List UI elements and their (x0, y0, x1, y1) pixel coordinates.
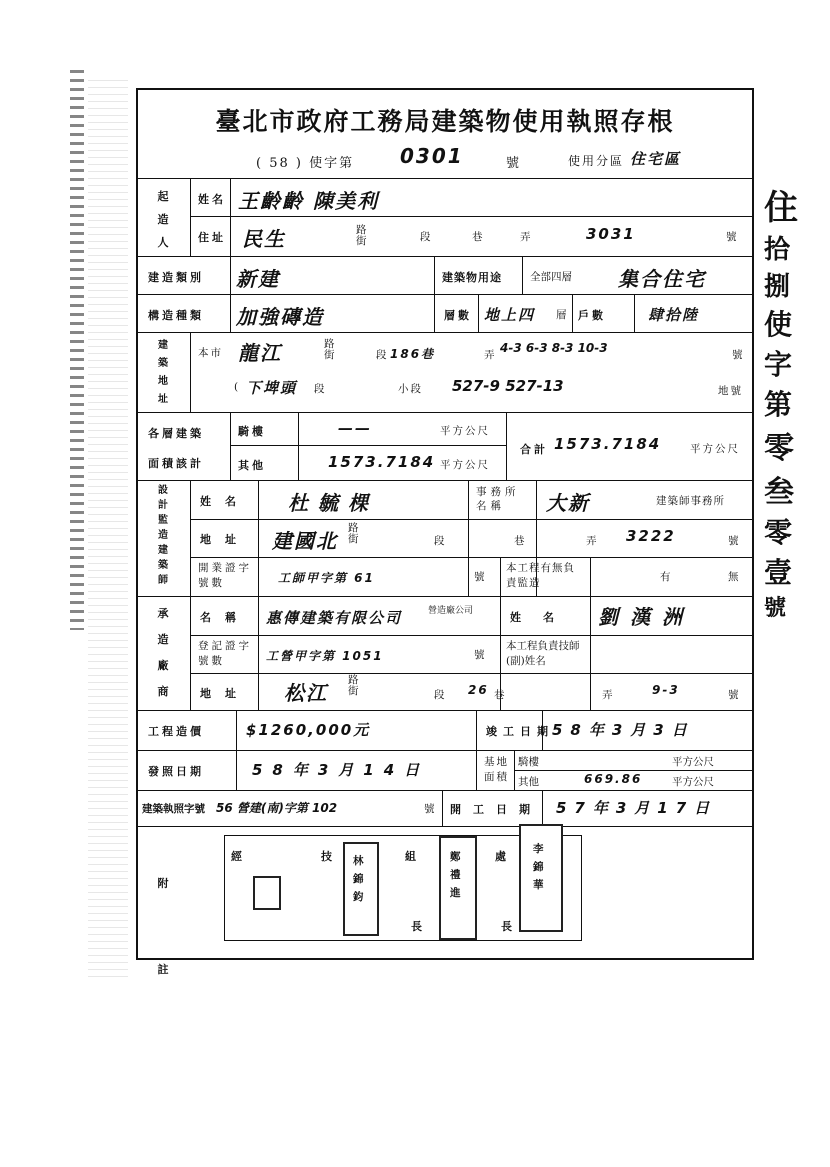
signature-stamp-3: 李錦華 (519, 824, 563, 932)
seal-stamp (253, 876, 281, 910)
designer-addr-seg: 段 (434, 535, 447, 547)
approval-stamps (224, 835, 582, 941)
contractor-addr: 松江 (284, 681, 328, 705)
location-road-unit: 路街 (324, 338, 337, 361)
reg-unit: 號 (474, 649, 487, 661)
total-area-value: 1573.7184 (554, 435, 662, 453)
designer-addr: 建國北 (272, 529, 338, 553)
applicant-road-unit: 路街 (356, 224, 369, 247)
building-usage-value: 集合住宅 (618, 267, 706, 291)
issue-label: 發照日期 (148, 765, 204, 778)
other-area-unit: 平方公尺 (440, 459, 490, 471)
designer-addr-road-unit: 路街 (348, 522, 361, 545)
signature-stamp-1: 林錦鈞 (343, 842, 379, 936)
cost-row (138, 710, 752, 751)
location-lot-unit: 地號 (718, 385, 743, 397)
office-label: 事務所名稱 (476, 486, 520, 512)
floor-area-label-1: 各層建築 (148, 427, 204, 440)
applicant-group-label: 起造人 (157, 190, 169, 249)
applicant-addr-label: 住址 (198, 231, 226, 244)
structure-label: 構造種類 (148, 309, 204, 322)
location-road: 龍江 (238, 341, 282, 365)
form-title: 臺北市政府工務局建築物使用執照存根 (215, 107, 675, 136)
floor-area-label-2: 面積該計 (148, 457, 204, 470)
location-nos: 4-3 6-3 8-3 10-3 (500, 341, 608, 355)
cost-value: $1260,000元 (246, 721, 371, 739)
scan-artifact (70, 70, 84, 630)
margin-note: 住 拾 捌 使 字 第 零 叁 零 壹 號 (764, 188, 798, 621)
reg-label: 登記證字號數 (198, 640, 252, 667)
contractor-name: 惠傳建築有限公司 (266, 609, 403, 627)
structure-row (138, 294, 752, 333)
permit-label: 建築執照字號 (142, 803, 205, 815)
supervisor-no: 無 (728, 571, 741, 583)
approval-label-4: 處 (495, 850, 509, 863)
license-suffix: 號 (506, 156, 522, 171)
tech-label: 本工程負責技師(副)姓名 (506, 640, 580, 667)
approval-sub-3: 長 (411, 920, 425, 933)
applicant-section (138, 178, 752, 257)
start-value: 57年3月17日 (556, 799, 718, 817)
building-usage-label: 建築物用途 (442, 271, 502, 284)
cert-value: 工師甲字第 61 (278, 571, 375, 585)
annex-label: 附註 (157, 877, 169, 976)
applicant-seg: 段 (420, 231, 433, 243)
license-number: 0301 (400, 144, 464, 168)
structure-value: 加強磚造 (236, 305, 324, 329)
contractor-addr-road-unit: 路街 (348, 674, 361, 697)
other-area-value: 1573.7184 (328, 453, 436, 471)
units-label: 戶數 (578, 309, 606, 322)
designer-name: 杜毓棵 (288, 491, 378, 515)
site-arcade-unit: 平方公尺 (672, 756, 714, 768)
floors-label: 層數 (444, 309, 472, 322)
location-subsec-label: 小段 (398, 383, 423, 395)
supervisor-yes: 有 (660, 571, 673, 583)
office-name: 大新 (546, 491, 590, 515)
location-district: 下埤頭 (246, 379, 298, 397)
signature-stamp-2: 鄭禮進 (439, 836, 477, 940)
designer-addr-label: 地址 (200, 533, 250, 546)
cost-label: 工程造價 (148, 725, 204, 738)
location-city: 本市 (198, 347, 223, 359)
building-type-value: 新建 (236, 267, 280, 291)
total-area-label: 合計 (520, 443, 548, 456)
site-other-label: 其他 (518, 776, 539, 788)
applicant-name: 王齡齡 陳美利 (238, 189, 379, 213)
cert-label: 開業證字號數 (198, 562, 252, 589)
building-usage-floors: 全部四層 (530, 271, 572, 283)
annex-row (138, 826, 752, 976)
designer-addr-no: 3222 (626, 527, 676, 545)
approval-sub-4: 長 (501, 920, 515, 933)
license-form (136, 88, 754, 976)
total-area-unit: 平方公尺 (690, 443, 740, 455)
applicant-name-label: 姓名 (198, 193, 226, 206)
contractor-section (138, 596, 752, 711)
location-lane: 186巷 (390, 347, 436, 361)
arcade-label: 騎樓 (238, 425, 266, 438)
cert-unit: 號 (474, 571, 487, 583)
start-label: 開工日期 (450, 803, 542, 816)
designer-addr-alley: 弄 (586, 535, 599, 547)
license-prefix: ( 58 ) 使字第 (256, 156, 355, 171)
applicant-lane: 巷 (472, 231, 485, 243)
contractor-addr-seg: 段 (434, 689, 447, 701)
location-group-label: 建築地址 (158, 340, 168, 405)
contractor-person-label: 姓名 (510, 611, 576, 624)
permit-value: 56 營建(南)字第 102 (216, 801, 338, 815)
other-area-label: 其他 (238, 459, 266, 472)
contractor-addr-no-unit: 號 (728, 689, 741, 701)
applicant-no: 3031 (586, 225, 636, 243)
arcade-value: —— (338, 419, 372, 437)
issue-row (138, 750, 752, 791)
floor-area-row (138, 412, 752, 481)
site-label: 基地面積 (484, 756, 509, 783)
reg-value: 工營甲字第 1051 (266, 649, 384, 663)
designer-addr-lane: 巷 (514, 535, 527, 547)
approval-label-3: 組 (405, 850, 419, 863)
usage-zone-value: 住宅區 (630, 150, 682, 168)
designer-group-label: 設計監造建築師 (158, 485, 168, 586)
contractor-addr-alley: 弄 (602, 689, 615, 701)
designer-section (138, 480, 752, 597)
contractor-person: 劉漢洲 (598, 605, 694, 629)
arcade-unit: 平方公尺 (440, 425, 490, 437)
office-suffix: 建築師事務所 (656, 495, 725, 507)
building-type-row (138, 256, 752, 295)
applicant-no-unit: 號 (726, 231, 739, 243)
contractor-addr-lane: 26 (468, 683, 489, 697)
location-no-unit: 號 (732, 349, 745, 361)
approval-label-2: 技 (321, 850, 335, 863)
floors-value: 地上四 (484, 306, 536, 324)
floors-unit: 層 (556, 309, 569, 321)
contractor-addr-lane-unit: 巷 (494, 689, 507, 701)
usage-zone-label: 使用分區 (568, 154, 625, 168)
units-value: 肆拾陸 (648, 306, 700, 324)
contractor-name-label: 名稱 (200, 611, 250, 624)
contractor-group-label: 承造廠商 (157, 607, 169, 698)
site-other-value: 669.86 (584, 772, 643, 786)
finish-value: 58年3月3日 (552, 721, 695, 739)
contractor-addr-no: 9-3 (652, 683, 680, 697)
issue-value: 58年3月14日 (252, 761, 430, 779)
site-other-unit: 平方公尺 (672, 776, 714, 788)
contractor-addr-label: 地址 (200, 687, 250, 700)
site-arcade-label: 騎樓 (518, 756, 539, 768)
permit-row (138, 790, 752, 827)
location-row: 建築地址 本市 龍江 路街 段 186巷 弄 4-3 6-3 8-3 10-3 號 ( 下埤頭 段 小段 527-9 527-13 地號 (138, 332, 752, 413)
location-lots: 527-9 527-13 (452, 377, 564, 395)
supervisor-label: 本工程有無負責監造 (506, 562, 575, 589)
contractor-name-suffix: 營造廠公司 (428, 606, 474, 616)
applicant-road: 民生 (242, 227, 286, 251)
building-type-label: 建造類別 (148, 271, 204, 284)
location-district-unit: 段 (314, 383, 327, 395)
designer-addr-no-unit: 號 (728, 535, 741, 547)
applicant-alley: 弄 (520, 231, 533, 243)
approval-label-1: 經 (231, 850, 245, 863)
permit-unit: 號 (424, 803, 437, 815)
finish-label: 竣工日期 (486, 725, 554, 738)
scan-artifact (88, 80, 128, 980)
location-alley: 弄 (484, 349, 497, 361)
designer-name-label: 姓名 (200, 495, 250, 508)
location-seg: 段 (376, 349, 389, 361)
